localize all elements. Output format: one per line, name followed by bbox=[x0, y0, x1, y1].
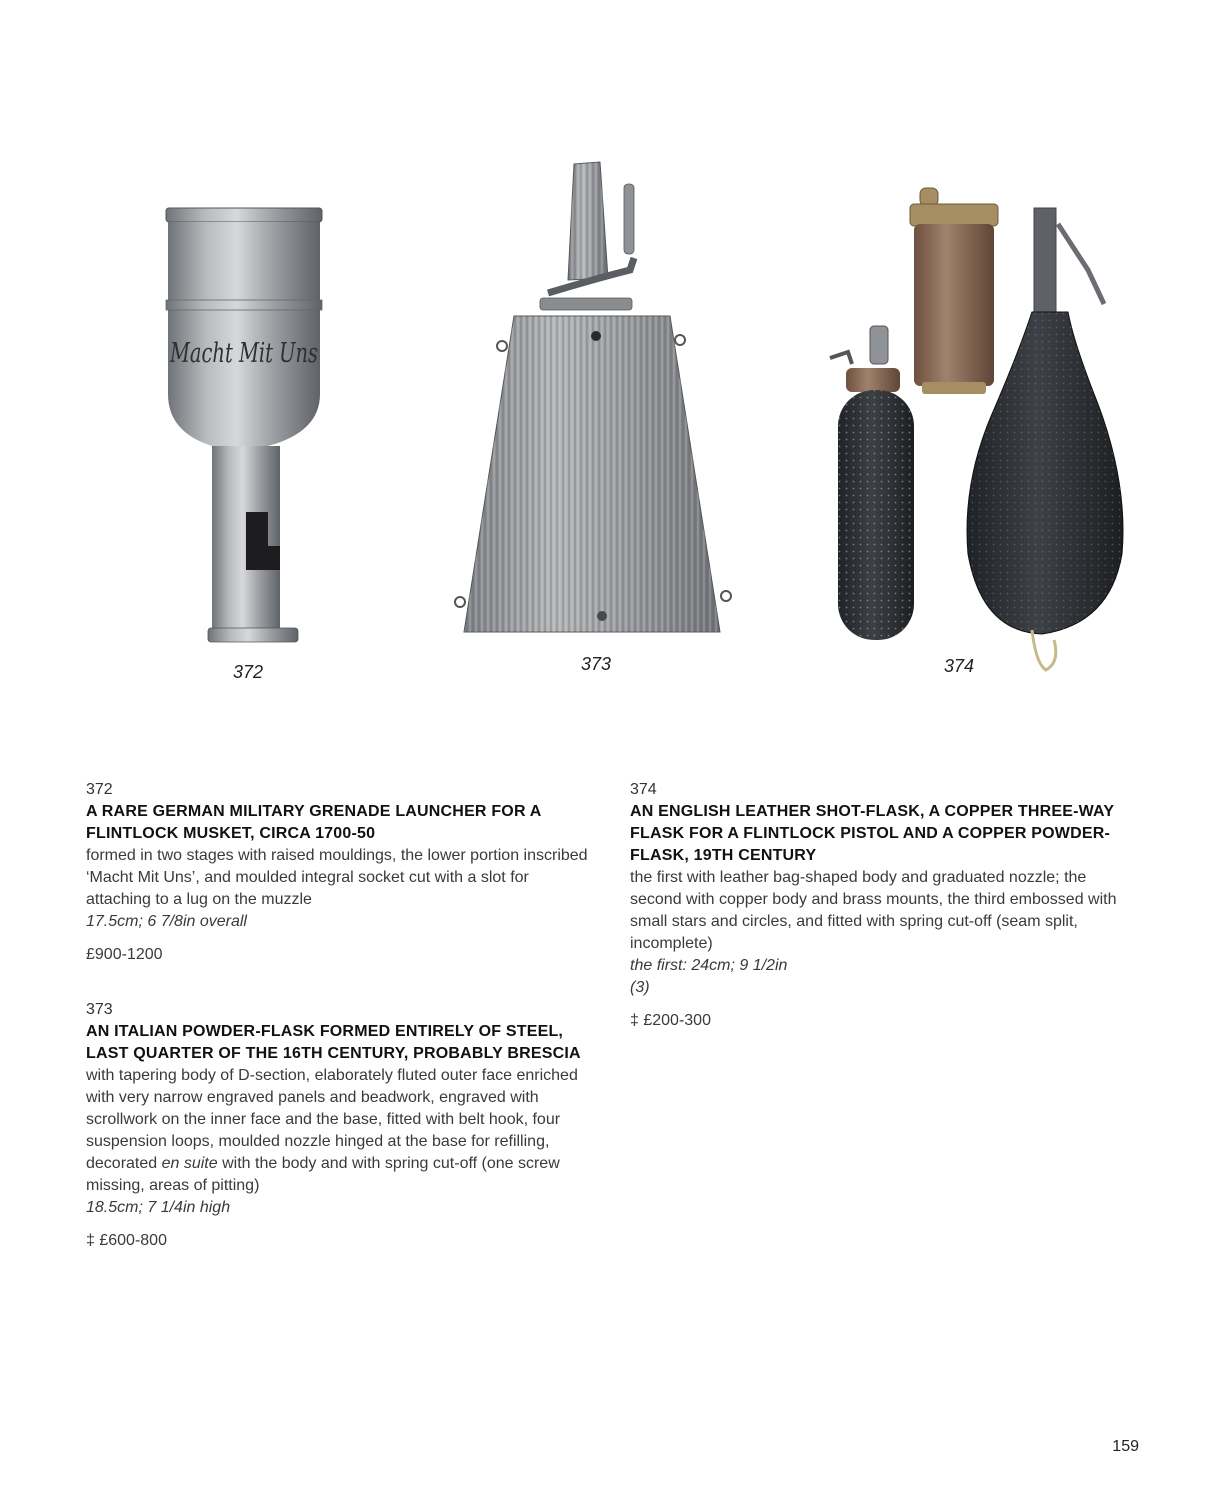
page-number: 159 bbox=[1112, 1438, 1139, 1455]
lot-description-italic: en suite bbox=[161, 1155, 218, 1172]
lot-number: 374 bbox=[630, 781, 657, 798]
lot-374 bbox=[630, 779, 1140, 1032]
lot-number: 373 bbox=[86, 1001, 113, 1018]
photo-372-grenade-launcher bbox=[160, 200, 330, 655]
lot-title: A RARE GERMAN MILITARY GRENADE LAUNCHER FOR A FLINTLOCK MUSKET, CIRCA 1700-50 bbox=[86, 803, 541, 842]
caption-373: 373 bbox=[581, 654, 612, 674]
lot-description: with tapering body of D-section, elaborately fluted outer face enriched with very narrow engraved panels and beadwork, engraved with scrollwork on the inner face and the base, fitted with belt hook, four suspension loops, moulded nozzle hinged at the base for refilling, decorated en suite with the body and with spring cut-off (one screw missing, areas of pitting) bbox=[86, 1067, 578, 1194]
lot-estimate: ‡ £200-300 bbox=[630, 1012, 711, 1029]
lot-estimate: ‡ £600-800 bbox=[86, 1232, 167, 1249]
lot-description: the first with leather bag-shaped body and graduated nozzle; the second with copper body and brass mounts, the third embossed with small stars and circles, and fitted with spring cut-off (seam split, incomplete) bbox=[630, 869, 1117, 952]
lot-description: formed in two stages with raised mouldings, the lower portion inscribed ‘Macht Mit Uns’, and moulded integral socket cut with a slot for attaching to a lug on the muzzle bbox=[86, 847, 588, 908]
photo-374-flasks bbox=[822, 184, 1122, 679]
lot-372 bbox=[86, 779, 596, 966]
lot-quantity: (3) bbox=[630, 979, 650, 996]
caption-372: 372 bbox=[233, 662, 264, 682]
lot-measurements: 18.5cm; 7 1/4in high bbox=[86, 1199, 231, 1216]
lot-measurements: the first: 24cm; 9 1/2in bbox=[630, 957, 788, 974]
lot-title: AN ENGLISH LEATHER SHOT-FLASK, A COPPER THREE-WAY FLASK FOR A FLINTLOCK PISTOL AND A COPPER POWDER-FLASK, 19TH CENTURY bbox=[630, 803, 1114, 864]
lot-title: AN ITALIAN POWDER-FLASK FORMED ENTIRELY OF STEEL, LAST QUARTER OF THE 16TH CENTURY, PROBABLY BRESCIA bbox=[86, 1023, 581, 1062]
photo-373-powder-flask bbox=[448, 158, 738, 648]
lot-373 bbox=[86, 999, 596, 1252]
engraving-text: Macht Mit Uns bbox=[169, 338, 318, 369]
caption-374: 374 bbox=[944, 656, 975, 676]
lot-number: 372 bbox=[86, 781, 113, 798]
lot-measurements: 17.5cm; 6 7/8in overall bbox=[86, 913, 247, 930]
lot-estimate: £900-1200 bbox=[86, 946, 163, 963]
